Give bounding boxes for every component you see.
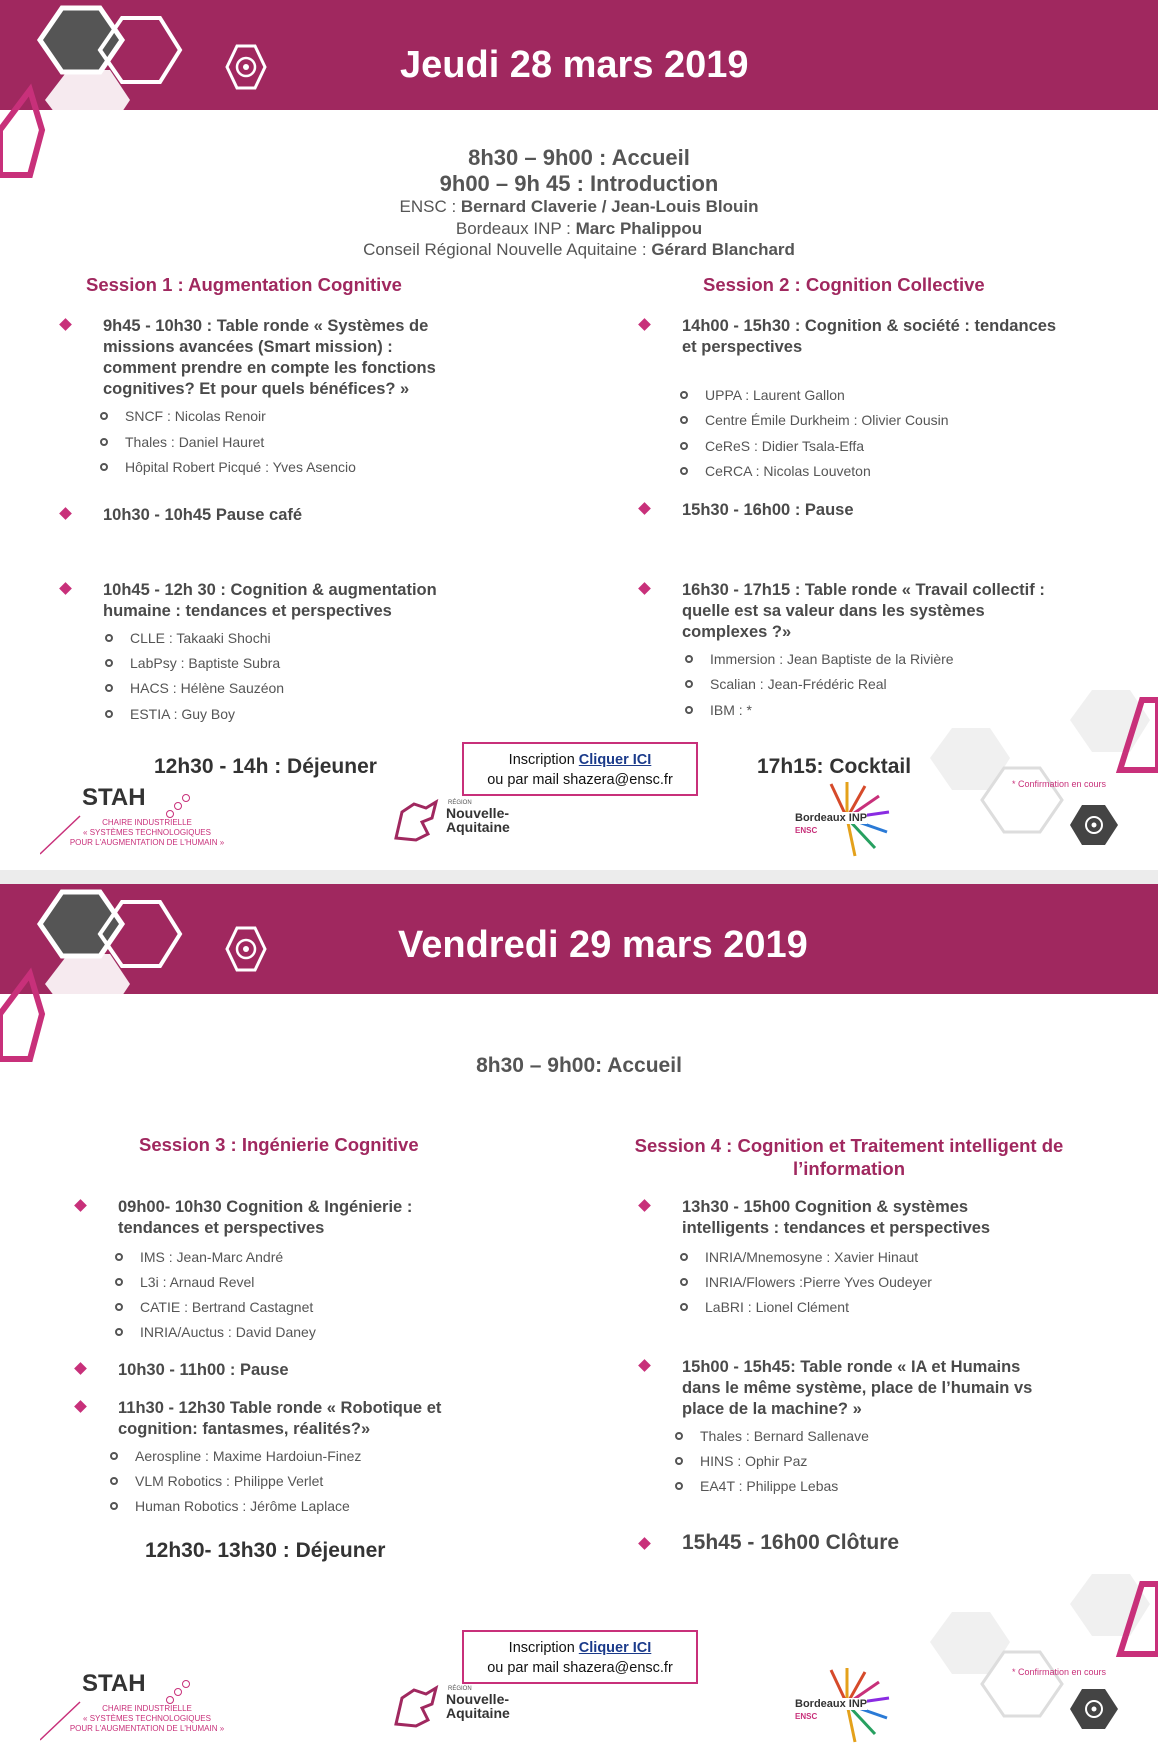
cocktail: 17h15: Cocktail	[757, 755, 912, 778]
circle-bullet-icon	[100, 463, 108, 471]
session-item: 14h00 - 15h30 : Cognition & société : tendances et perspectives	[682, 316, 1056, 358]
session-3-title: Session 3 : Ingénierie Cognitive	[139, 1134, 419, 1155]
lunch: 12h30- 13h30 : Déjeuner	[145, 1539, 386, 1562]
speaker: SNCF : Nicolas Renoir	[125, 408, 266, 424]
session-item: 13h30 - 15h00 Cognition & systèmes intelligents : tendances et perspectives	[682, 1197, 990, 1239]
speaker: HACS : Hélène Sauzéon	[130, 680, 284, 696]
bordeaux-inp-logo: Bordeaux INP ENSC	[795, 1664, 915, 1744]
diamond-bullet-icon	[74, 1199, 87, 1212]
session-item: 11h30 - 12h30 Table ronde « Robotique et cognition: fantasmes, réalités?»	[118, 1398, 441, 1440]
circle-bullet-icon	[115, 1278, 123, 1286]
pause-item: 15h30 - 16h00 : Pause	[682, 500, 854, 521]
speaker: ESTIA : Guy Boy	[130, 706, 235, 722]
speaker: CeReS : Didier Tsala-Effa	[705, 438, 864, 454]
page-title: Jeudi 28 mars 2019	[400, 44, 749, 86]
speaker-line: Bordeaux INP : Marc Phalippou	[455, 219, 703, 238]
diamond-bullet-icon	[638, 1359, 651, 1372]
stah-logo: STAH CHAIRE INDUSTRIELLE « SYSTÈMES TECHNOLOGIQUES POUR L'AUGMENTATION DE L'HUMAIN »	[40, 778, 240, 858]
speaker: L3i : Arnaud Revel	[140, 1274, 254, 1290]
speaker: Centre Émile Durkheim : Olivier Cousin	[705, 412, 949, 428]
speaker: EA4T : Philippe Lebas	[700, 1478, 838, 1494]
diamond-bullet-icon	[59, 318, 72, 331]
diamond-bullet-icon	[59, 582, 72, 595]
speaker: Human Robotics : Jérôme Laplace	[135, 1498, 350, 1514]
speaker: Thales : Daniel Hauret	[125, 434, 264, 450]
speaker: LabPsy : Baptiste Subra	[130, 655, 280, 671]
hexagon-decoration	[920, 660, 1158, 870]
bordeaux-inp-logo: Bordeaux INP ENSC	[795, 778, 915, 858]
circle-bullet-icon	[675, 1457, 683, 1465]
speaker: INRIA/Flowers :Pierre Yves Oudeyer	[705, 1274, 932, 1290]
speaker: Thales : Bernard Sallenave	[700, 1428, 869, 1444]
session-1-title: Session 1 : Augmentation Cognitive	[86, 274, 402, 295]
circle-bullet-icon	[680, 391, 688, 399]
speaker: LaBRI : Lionel Clément	[705, 1299, 849, 1315]
slide-separator	[0, 870, 1158, 884]
confirmation-note: * Confirmation en cours	[1012, 1667, 1107, 1677]
speaker: Scalian : Jean-Frédéric Real	[710, 676, 887, 692]
circle-bullet-icon	[100, 438, 108, 446]
speaker-line: Conseil Régional Nouvelle Aquitaine : Gérard Blanchard	[363, 240, 795, 259]
circle-bullet-icon	[110, 1452, 118, 1460]
circle-bullet-icon	[675, 1482, 683, 1490]
circle-bullet-icon	[105, 634, 113, 642]
register-link[interactable]: Cliquer ICI	[578, 1640, 652, 1656]
circle-bullet-icon	[105, 659, 113, 667]
hexagon-decoration	[920, 1544, 1158, 1754]
session-item: 9h45 - 10h30 : Table ronde « Systèmes de missions avancées (Smart mission) : comment prendre en compte les fonctions cognitives? Et pour quels bénéfices? »	[103, 316, 436, 400]
session-item: 10h45 - 12h 30 : Cognition & augmentation humaine : tendances et perspectives	[103, 580, 437, 622]
session-item: 16h30 - 17h15 : Table ronde « Travail collectif : quelle est sa valeur dans les systèmes complexes ?»	[682, 580, 1045, 643]
speaker: UPPA : Laurent Gallon	[705, 387, 845, 403]
lunch: 12h30 - 14h : Déjeuner	[154, 755, 377, 778]
circle-bullet-icon	[680, 467, 688, 475]
pause-item: 10h30 - 11h00 : Pause	[118, 1360, 289, 1381]
inscription-box: Inscription Cliquer ICI ou par mail shazera@ensc.fr	[462, 742, 698, 796]
accueil: 8h30 – 9h00: Accueil	[476, 1054, 682, 1077]
circle-bullet-icon	[685, 655, 693, 663]
slide-day1	[0, 0, 1158, 870]
pause-item: 10h30 - 10h45 Pause café	[103, 505, 302, 526]
speaker: IBM : *	[710, 702, 752, 718]
region-logo: RÉGION Nouvelle- Aquitaine	[392, 798, 522, 848]
speaker: VLM Robotics : Philippe Verlet	[135, 1473, 323, 1489]
session-4-title: Session 4 : Cognition et Traitement intelligent de l’information	[634, 1135, 1064, 1179]
circle-bullet-icon	[115, 1303, 123, 1311]
speaker: CeRCA : Nicolas Louveton	[705, 463, 871, 479]
circle-bullet-icon	[115, 1328, 123, 1336]
introduction: 9h00 – 9h 45 : Introduction	[439, 171, 719, 196]
circle-bullet-icon	[680, 1303, 688, 1311]
confirmation-note: * Confirmation en cours	[1012, 779, 1107, 789]
stah-logo: STAH CHAIRE INDUSTRIELLE « SYSTÈMES TECHNOLOGIQUES POUR L'AUGMENTATION DE L'HUMAIN »	[40, 1664, 240, 1744]
register-link[interactable]: Cliquer ICI	[578, 752, 652, 768]
inscription-box: Inscription Cliquer ICI ou par mail shazera@ensc.fr	[462, 1630, 698, 1684]
circle-bullet-icon	[685, 680, 693, 688]
accueil: 8h30 – 9h00 : Accueil	[468, 145, 690, 170]
session-item: 09h00- 10h30 Cognition & Ingénierie : tendances et perspectives	[118, 1197, 412, 1239]
speaker: CATIE : Bertrand Castagnet	[140, 1299, 313, 1315]
page-title: Vendredi 29 mars 2019	[398, 924, 808, 966]
diamond-bullet-icon	[74, 1362, 87, 1375]
session-2-title: Session 2 : Cognition Collective	[703, 274, 985, 295]
region-logo: RÉGION Nouvelle- Aquitaine	[392, 1684, 522, 1734]
circle-bullet-icon	[680, 1278, 688, 1286]
diamond-bullet-icon	[638, 318, 651, 331]
circle-bullet-icon	[100, 412, 108, 420]
circle-bullet-icon	[675, 1432, 683, 1440]
circle-bullet-icon	[105, 710, 113, 718]
circle-bullet-icon	[680, 416, 688, 424]
circle-bullet-icon	[685, 706, 693, 714]
circle-bullet-icon	[115, 1253, 123, 1261]
email-text: ou par mail shazera@ensc.fr	[487, 772, 673, 788]
speaker: Aerospline : Maxime Hardoiun-Finez	[135, 1448, 361, 1464]
diamond-bullet-icon	[638, 582, 651, 595]
speaker: CLLE : Takaaki Shochi	[130, 630, 271, 646]
slide-day2	[0, 884, 1158, 1754]
circle-bullet-icon	[110, 1502, 118, 1510]
circle-bullet-icon	[105, 684, 113, 692]
speaker: HINS : Ophir Paz	[700, 1453, 807, 1469]
speaker-line: ENSC : Bernard Claverie / Jean-Louis Blouin	[399, 197, 759, 216]
speaker: IMS : Jean-Marc André	[140, 1249, 283, 1265]
session-item: 15h00 - 15h45: Table ronde « IA et Humains dans le même système, place de l’humain vs place de la machine? »	[682, 1357, 1032, 1420]
speaker: INRIA/Mnemosyne : Xavier Hinaut	[705, 1249, 918, 1265]
speaker: Immersion : Jean Baptiste de la Rivière	[710, 651, 954, 667]
diamond-bullet-icon	[638, 1537, 651, 1550]
closing-item: 15h45 - 16h00 Clôture	[682, 1532, 899, 1553]
speaker: INRIA/Auctus : David Daney	[140, 1324, 316, 1340]
speaker: Hôpital Robert Picqué : Yves Asencio	[125, 459, 356, 475]
email-text: ou par mail shazera@ensc.fr	[487, 1660, 673, 1676]
circle-bullet-icon	[680, 1253, 688, 1261]
circle-bullet-icon	[110, 1477, 118, 1485]
diamond-bullet-icon	[59, 507, 72, 520]
diamond-bullet-icon	[74, 1400, 87, 1413]
diamond-bullet-icon	[638, 502, 651, 515]
circle-bullet-icon	[680, 442, 688, 450]
diamond-bullet-icon	[638, 1199, 651, 1212]
